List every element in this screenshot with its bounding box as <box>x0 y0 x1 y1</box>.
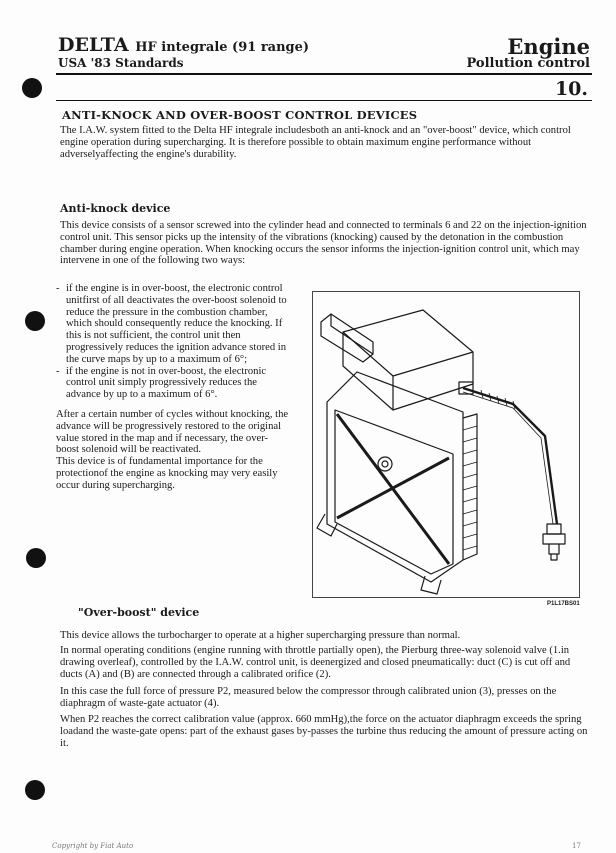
over-boost-paragraph: This device allows the turbocharger to operate at a higher supercharging pressure than normal. <box>60 630 461 641</box>
list-item: - if the engine is not in over-boost, the electronic control unit simply progressively reduces the advance by up to a maximum of 6°. <box>56 365 267 401</box>
main-heading: ANTI-KNOCK AND OVER-BOOST CONTROL DEVICES <box>62 108 418 122</box>
section-number: 10. <box>554 78 588 100</box>
copyright: Copyright by Fiat Auto <box>52 842 134 850</box>
standards-label: USA '83 Standards <box>58 56 184 70</box>
section-rule <box>56 100 592 101</box>
figure-code: P1L17BS01 <box>547 601 580 607</box>
list-item: - if the engine is in over-boost, the electronic control unitfirst of all deactivates the over-boost solenoid to reduce the pressure in the combustion chamber, which should consequently reduce the knocking. If this is not sufficient, the control unit then progressively reduces the ignition advance stored in the curve maps by up to a maximum of 6°; <box>56 283 287 365</box>
anti-knock-paragraph: This device consists of a sensor screwed into the cylinder head and connected to terminals 6 and 22 on the injection-ignition control unit. This sensor picks up the intensity of the vibrations (knocking) caused by the detonation in the combustion chamber during engine operation. When knocking occurs the sensor informs the injection-ignition control unit, which may intervene in one of the following two ways: <box>60 220 587 267</box>
over-boost-paragraph: In normal operating conditions (engine running with throttle partially open), the Pierburg three-way solenoid valve (1.in drawing overleaf), controlled by the I.A.W. control unit, is deenergized and closed pneumatically: duct (C) is cut off and ducts (A) and (B) are connected through a calibrated orifice (2). <box>60 645 571 680</box>
subsection-title: Pollution control <box>466 56 590 71</box>
model-name: DELTA <box>58 34 129 56</box>
over-boost-paragraph: When P2 reaches the correct calibration value (approx. 660 mmHg),the force on the actuator diaphragm exceeds the spring loadand the waste-gate opens: part of the exhaust gases by-passes the turbine thus reducing the amount of pressure acting on it. <box>60 714 588 749</box>
header-rule <box>56 73 592 75</box>
section-title: Engine <box>507 34 590 59</box>
figure-frame <box>312 291 580 598</box>
binder-hole <box>25 311 45 331</box>
importance-paragraph: This device is of fundamental importance for the protectionof the engine as knocking may very easily occur during supercharging. <box>56 456 278 491</box>
page-number: 17 <box>572 842 581 850</box>
intro-paragraph: The I.A.W. system fitted to the Delta HF integrale includesboth an anti-knock and an "over-boost" device, which control engine operation during supercharging. It is therefore possible to obtain maximum engine performance without adverselyaffecting the engine's durability. <box>60 125 571 160</box>
after-paragraph: After a certain number of cycles without knocking, the advance will be progressively restored to the original value stored in the map and if necessary, the over-boost solenoid will be reactivated. <box>56 408 289 456</box>
anti-knock-column <box>56 283 290 492</box>
model-subtitle: HF integrale (91 range) <box>135 40 310 55</box>
binder-hole <box>26 548 46 568</box>
over-boost-paragraph: In this case the full force of pressure P2, measured below the compressor through calibrated union (3), presses on the diaphragm of waste-gate actuator (4). <box>60 686 557 709</box>
binder-hole <box>22 78 42 98</box>
over-boost-heading: "Over-boost" device <box>78 606 200 619</box>
page-title <box>58 34 309 56</box>
control-unit-drawing <box>313 292 579 597</box>
anti-knock-heading: Anti-knock device <box>60 202 171 215</box>
binder-hole <box>25 780 45 800</box>
